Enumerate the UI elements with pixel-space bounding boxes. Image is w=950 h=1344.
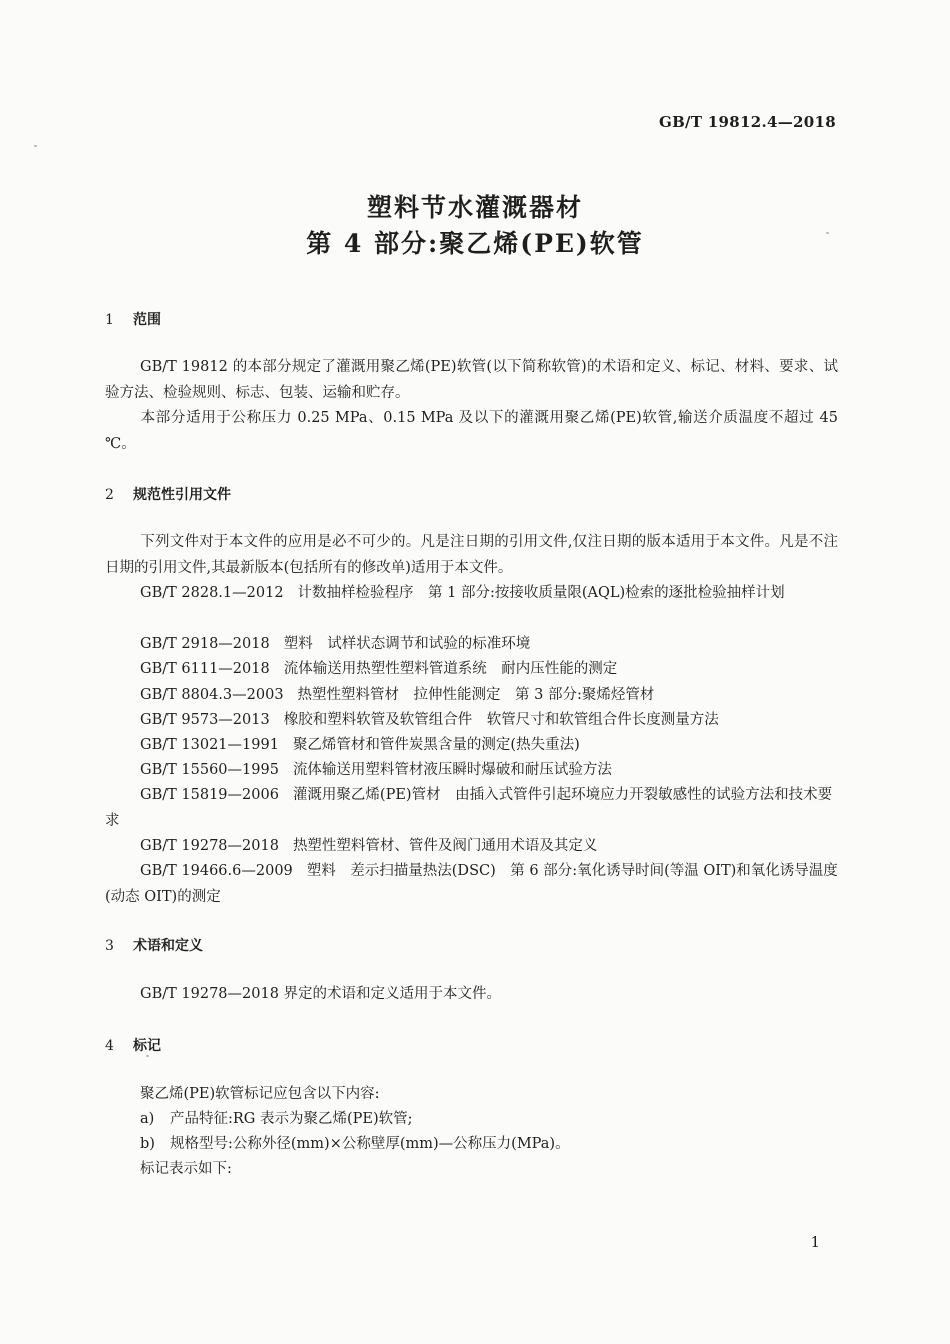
reference-title: 热塑性塑料管材 拉伸性能测定 第 3 部分:聚烯烃管材 [297, 687, 655, 703]
paragraph-text: 下列文件对于本文件的应用是必不可少的。凡是注日期的引用文件,仅注日期的版本适用于本文件。凡是不注日期的引用文件,其最新版本(包括所有的修改单)适用于本文件。 [105, 534, 838, 576]
list-text: 规格型号:公称外径(mm)×公称壁厚(mm)—公称压力(MPa)。 [170, 1136, 570, 1152]
section-number: 4 [105, 1038, 114, 1054]
reference-code: GB/T 19466.6—2009 [140, 863, 293, 879]
title-line-2: 第 4 部分:聚乙烯(PE)软管 [306, 229, 644, 258]
list-marker: b) [140, 1136, 155, 1152]
reference-code: GB/T 6111—2018 [140, 661, 270, 677]
section-title: 术语和定义 [133, 938, 203, 954]
section-number: 3 [105, 938, 114, 954]
section-1-paragraph-1 [105, 355, 838, 406]
paragraph-text: GB/T 19278—2018 界定的术语和定义适用于本文件。 [140, 986, 502, 1002]
section-4-paragraph-1 [105, 1082, 838, 1108]
reference-item [105, 758, 838, 784]
reference-title: 流体输送用热塑性塑料管道系统 耐内压性能的测定 [283, 661, 618, 677]
page-number: 1 [810, 1233, 820, 1251]
paragraph-text: 聚乙烯(PE)软管标记应包含以下内容: [140, 1086, 380, 1102]
reference-item [105, 783, 838, 834]
paragraph-text: GB/T 19812 的本部分规定了灌溉用聚乙烯(PE)软管(以下简称软管)的术语和定义、标记、材料、要求、试验方法、检验规则、标志、包装、运输和贮存。 [105, 359, 838, 401]
list-item-a [140, 1107, 413, 1133]
reference-item [105, 708, 838, 734]
reference-code: GB/T 2828.1—2012 [140, 585, 284, 601]
reference-item [105, 683, 838, 709]
list-item-b [140, 1132, 570, 1158]
section-2-intro [105, 530, 838, 581]
reference-title: 流体输送用塑料管材液压瞬时爆破和耐压试验方法 [292, 762, 612, 778]
list-text: 产品特征:RG 表示为聚乙烯(PE)软管; [170, 1111, 413, 1127]
section-number: 2 [105, 487, 114, 503]
reference-code: GB/T 15560—1995 [140, 762, 279, 778]
reference-item [105, 859, 838, 910]
reference-code: GB/T 8804.3—2003 [140, 687, 284, 703]
section-4-heading [105, 1035, 161, 1055]
reference-title: 灌溉用聚乙烯(PE)管材 由插入式管件引起环境应力开裂敏感性的试验方法和技术要求 [105, 787, 833, 829]
section-title: 范围 [133, 312, 161, 328]
reference-title: 计数抽样检验程序 第 1 部分:按接收质量限(AQL)检索的逐批检验抽样计划 [297, 585, 785, 601]
reference-item [105, 733, 838, 759]
reference-code: GB/T 9573—2013 [140, 712, 270, 728]
paragraph-text: 标记表示如下: [140, 1161, 232, 1177]
section-3-heading [105, 935, 203, 955]
scan-speck [146, 1055, 149, 1057]
paragraph-text: 本部分适用于公称压力 0.25 MPa、0.15 MPa 及以下的灌溉用聚乙烯(PE)软管,输送介质温度不超过 45 ℃。 [105, 410, 838, 452]
reference-code: GB/T 15819—2006 [140, 787, 279, 803]
standard-number: GB/T 19812.4—2018 [658, 113, 836, 131]
section-title: 规范性引用文件 [133, 487, 231, 503]
list-marker: a) [140, 1111, 155, 1127]
reference-code: GB/T 2918—2018 [140, 636, 270, 652]
section-1-heading [105, 309, 161, 329]
reference-item [105, 657, 838, 683]
reference-title: 热塑性塑料管材、管件及阀门通用术语及其定义 [292, 838, 598, 854]
section-title: 标记 [133, 1038, 161, 1054]
section-4-paragraph-2 [105, 1157, 838, 1183]
reference-title: 聚乙烯管材和管件炭黑含量的测定(热失重法) [292, 737, 580, 753]
document-title [0, 190, 950, 262]
section-1-paragraph-2 [105, 406, 838, 457]
reference-code: GB/T 19278—2018 [140, 838, 279, 854]
reference-title: 塑料 试样状态调节和试验的标准环境 [283, 636, 531, 652]
reference-title: 塑料 差示扫描量热法(DSC) 第 6 部分:氧化诱导时间(等温 OIT)和氧化诱导温度(动态 OIT)的测定 [105, 863, 838, 905]
reference-item [105, 632, 838, 658]
section-number: 1 [105, 312, 114, 328]
scan-speck [34, 145, 37, 147]
reference-item [105, 581, 838, 607]
scan-speck [826, 232, 829, 234]
section-3-paragraph [105, 982, 838, 1008]
reference-code: GB/T 13021—1991 [140, 737, 279, 753]
title-line-1: 塑料节水灌溉器材 [366, 193, 583, 222]
section-2-heading [105, 484, 231, 504]
reference-title: 橡胶和塑料软管及软管组合件 软管尺寸和软管组合件长度测量方法 [283, 712, 719, 728]
reference-item [105, 834, 838, 860]
